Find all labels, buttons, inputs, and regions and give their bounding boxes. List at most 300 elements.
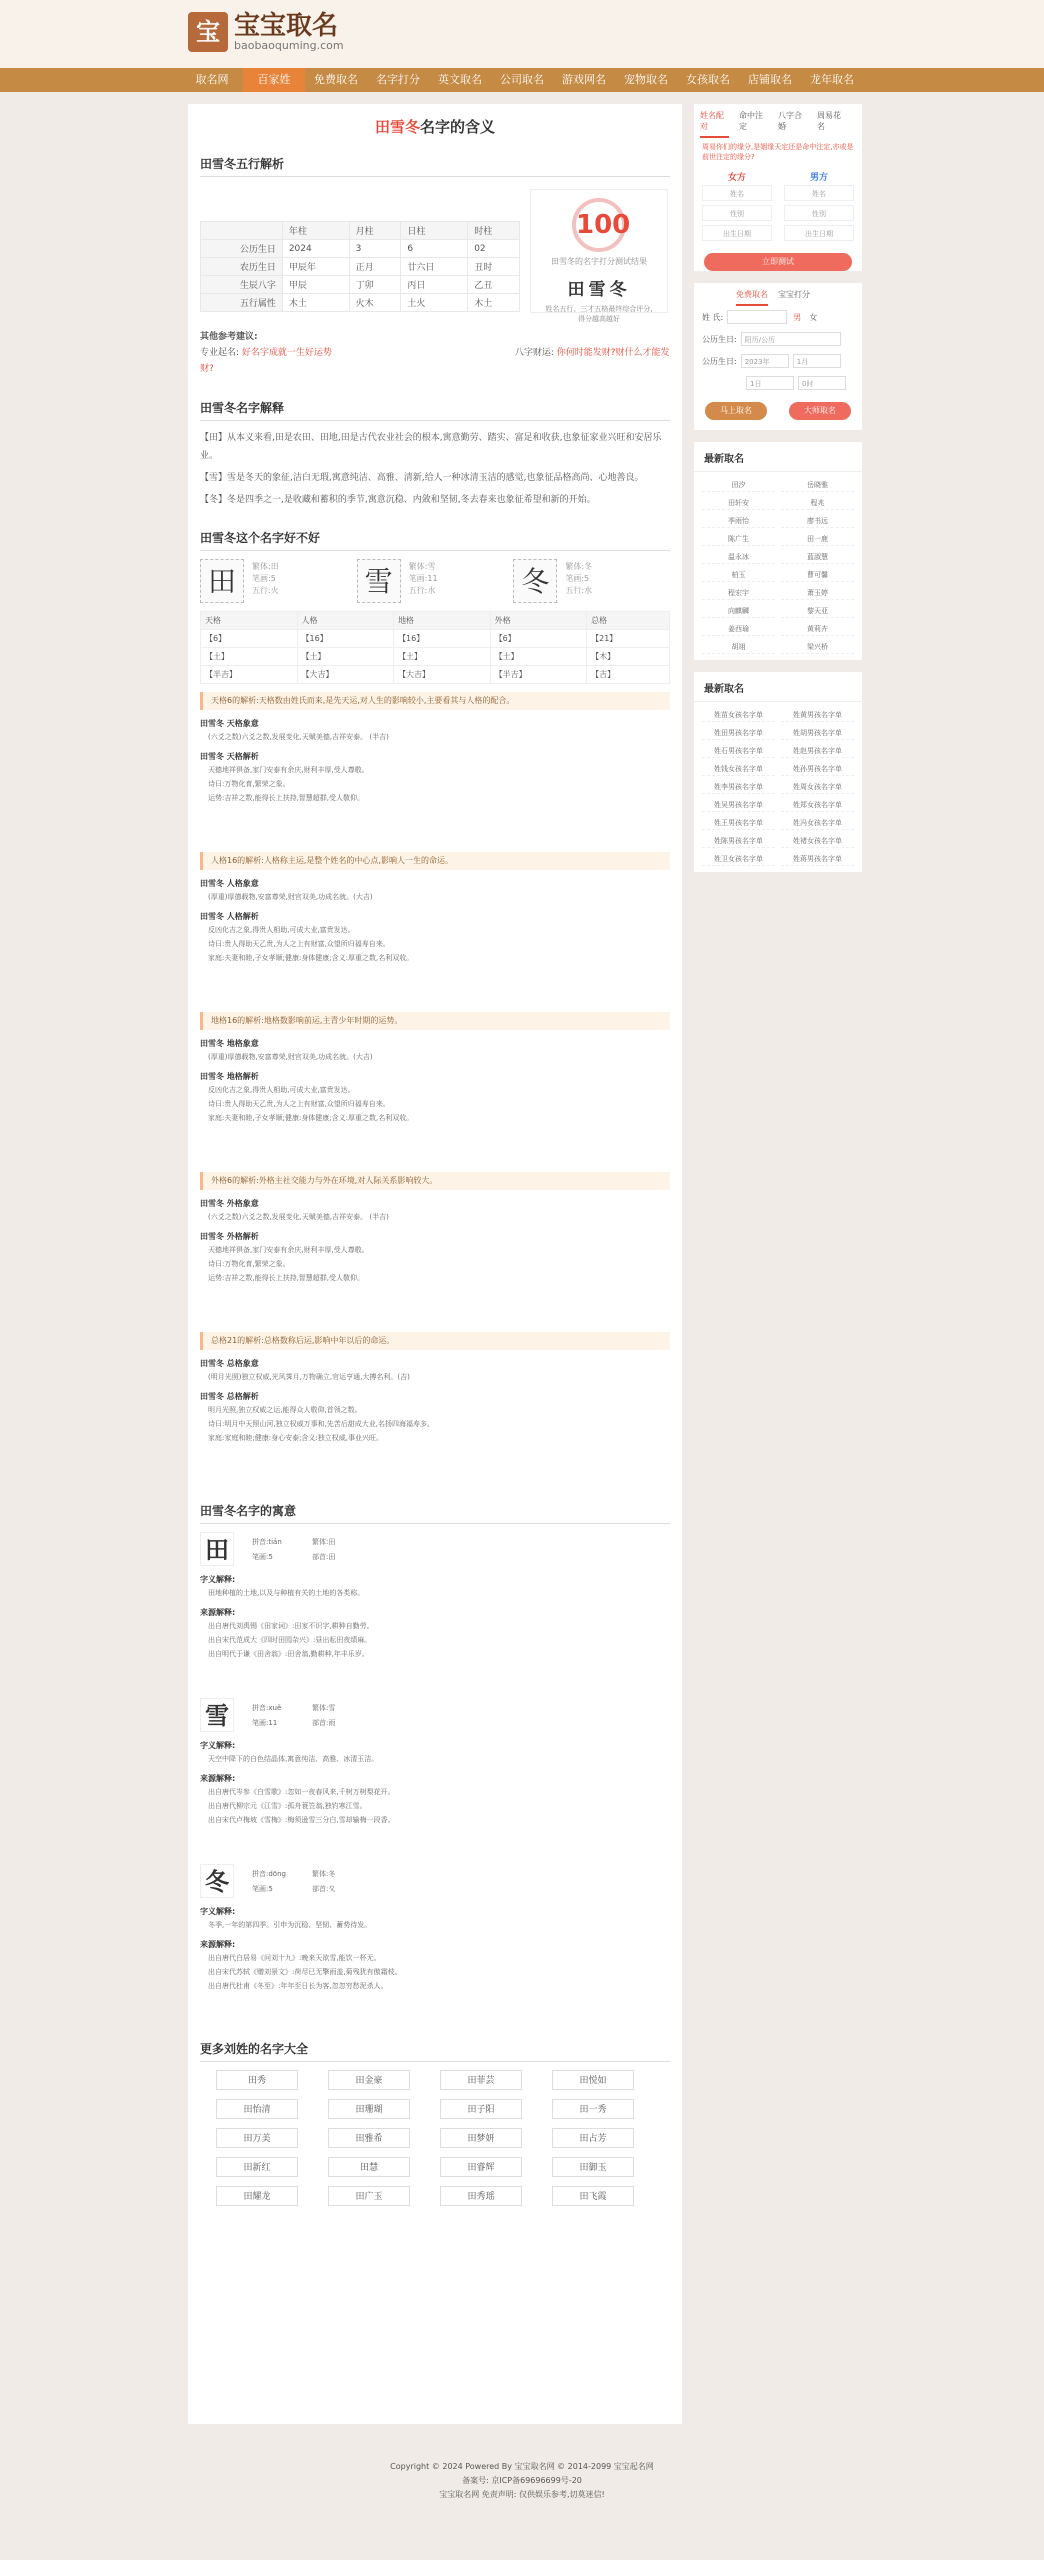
meaning-value: 雨 [328, 1719, 336, 1727]
table-cell: 【土】 [490, 648, 587, 666]
laiyuan-text: 出自宋代范成大《四时田园杂兴》:昼出耘田夜绩麻。 [208, 1636, 372, 1644]
analysis-text: 诗曰:明月中天照山河,独立权威万事和,先苦后甜成大业,名扬四海福寿多。 [208, 1420, 435, 1428]
latest-name[interactable]: 姜西瑜 [702, 622, 775, 636]
analysis-band: 外格6的解析:外格主社交能力与外在环境,对人际关系影响较大。 [200, 1172, 670, 1190]
name-link[interactable]: 田万美 [216, 2128, 298, 2148]
score-chars [531, 275, 667, 300]
table-cell: 乙丑 [468, 276, 520, 294]
table-cell: 3 [349, 240, 401, 258]
char-info-label: 笔画: [565, 574, 585, 583]
analysis-band: 天格6的解析:天格数由姓氏而来,是先天运,对人生的影响较小,主要看其与人格的配合。 [200, 692, 670, 710]
char-info-value: 11 [427, 574, 438, 583]
name-link[interactable]: 田占芳 [552, 2128, 634, 2148]
laiyuan-label: 来源解释: [200, 1940, 236, 1949]
recent-link[interactable]: 姓冯女孩名字单 [781, 816, 854, 830]
jieyi-text: 冬季,一年的第四季。引申为沉稳、坚韧、蓄势待发。 [208, 1921, 372, 1929]
nav-item[interactable]: 宠物取名 [624, 73, 668, 86]
char-info-value: 冬 [584, 562, 593, 571]
name-link[interactable]: 田秀瑶 [440, 2186, 522, 2206]
master-name-button[interactable]: 大师取名 [789, 402, 851, 420]
tab-1[interactable]: 命中注定 [739, 111, 763, 131]
section-meaning-title: 田雪冬名字的寓意 [200, 1484, 670, 1524]
pair-field[interactable]: 出生日期 [702, 225, 772, 241]
laiyuan-label: 来源解释: [200, 1774, 236, 1783]
analysis-text: 运势:吉祥之数,能得长上扶持,智慧超群,受人敬仰。 [208, 794, 365, 802]
analysis-text: (六爻之数)六爻之数,发展变化,天赋美德,吉祥安泰。 (半吉) [208, 733, 389, 741]
score-value: 100 [572, 198, 626, 252]
meaning-value: 田 [328, 1553, 336, 1561]
recent-card [694, 672, 862, 872]
table-row [201, 258, 520, 276]
laiyuan-text: 出自明代于谦《田舍翁》:田舍翁,勤耕种,年丰乐岁。 [208, 1650, 369, 1658]
latest-name[interactable]: 温永冰 [702, 550, 775, 564]
name-link[interactable]: 田飞霞 [552, 2186, 634, 2206]
latest-name[interactable]: 黎天亚 [781, 604, 854, 618]
jieyi-label: 字义解释: [200, 1907, 236, 1916]
nav-item[interactable]: 免费取名 [314, 73, 358, 86]
analysis-text: 家庭:夫妻和睦,子女孝顺;健康:身体健康;含义:厚重之数,名利双收。 [208, 954, 414, 962]
nav-item[interactable]: 女孩取名 [686, 73, 730, 86]
analysis-subtitle: 田雪冬 地格解析 [200, 1072, 259, 1081]
char-cards [188, 551, 682, 611]
char-info [409, 559, 438, 603]
latest-name[interactable]: 程兆 [781, 496, 854, 510]
char-info-label: 笔画: [408, 574, 428, 583]
meaning-value: 冬 [328, 1870, 336, 1878]
analysis-subtitle: 田雪冬 天格象意 [200, 719, 259, 728]
laiyuan-text: 出自宋代苏轼《赠刘景文》:荷尽已无擎雨盖,菊残犹有傲霜枝。 [208, 1968, 402, 1976]
hour-select[interactable]: 0时 [798, 376, 846, 390]
table-cell: 地格 [394, 612, 491, 630]
table-cell: 天格 [201, 612, 298, 630]
char-info-value: 水 [427, 586, 436, 595]
latest-name[interactable]: 田汐 [702, 478, 775, 492]
analysis-subtitle: 田雪冬 地格象意 [200, 1039, 259, 1048]
char-info-label: 五行: [252, 586, 271, 595]
laiyuan-text: 出自唐代白居易《问刘十九》:晚来天欲雪,能饮一杯无。 [208, 1954, 381, 1962]
table-cell: 【半吉】 [490, 666, 587, 684]
analysis-text: (厚重)厚德载物,安富尊荣,财官双美,功成名就。(大吉) [208, 893, 373, 901]
latest-name[interactable]: 黄莉卉 [781, 622, 854, 636]
latest-name[interactable]: 曹可馨 [781, 568, 854, 582]
main-content [188, 104, 682, 2424]
section-wuxing-title: 田雪冬五行解析 [200, 137, 670, 177]
recent-link[interactable]: 姓赵男孩名字单 [781, 744, 854, 758]
recent-link[interactable]: 姓苗女孩名字单 [702, 708, 775, 722]
name-link[interactable]: 田怡清 [216, 2099, 298, 2119]
nav-item[interactable]: 龙年取名 [810, 73, 854, 86]
table-row [201, 630, 670, 648]
char-info-value: 火 [270, 586, 279, 595]
meaning-value: 田 [328, 1538, 336, 1546]
table-cell: 【大吉】 [394, 666, 491, 684]
table-row [201, 648, 670, 666]
analysis-band: 地格16的解析:地格数影响前运,主青少年时期的运势。 [200, 1012, 670, 1030]
analysis-text: 诗曰:万物化育,繁荣之象。 [208, 780, 290, 788]
analysis-subtitle: 田雪冬 总格象意 [200, 1359, 259, 1368]
gender-girl[interactable]: 女 [809, 312, 818, 322]
latest-card [694, 442, 862, 660]
table-cell: 甲辰 [282, 276, 349, 294]
pair-field[interactable]: 性别 [784, 205, 854, 221]
meaning-value: 夂 [328, 1885, 336, 1893]
latest-name[interactable]: 萧玉婷 [781, 586, 854, 600]
recent-link[interactable]: 姓卫女孩名字单 [702, 852, 775, 866]
day-select[interactable]: 1日 [746, 376, 794, 390]
tab-2[interactable]: 八字合婚 [778, 111, 802, 131]
pairing-hint: 周易你们的缘分,是姻缘天定还是命中注定,亦或是前世注定的缘分? [702, 143, 854, 161]
meaning-label: 繁体: [312, 1538, 329, 1546]
table-cell: 丁卯 [349, 276, 401, 294]
wuxing-table [200, 221, 520, 312]
nav-item[interactable]: 店铺取名 [748, 73, 792, 86]
test-button[interactable]: 立即测试 [704, 253, 852, 271]
score-note: 姓名五行、三才五格最终综合评分,得分越高越好 [545, 305, 653, 323]
tab-0[interactable]: 姓名配对 [700, 110, 729, 138]
analysis-text: 运势:吉祥之数,能得长上扶持,智慧超群,受人敬仰。 [208, 1274, 365, 1282]
main-nav [0, 68, 1044, 92]
meaning-value: 雪 [328, 1704, 336, 1712]
month-select[interactable]: 1月 [793, 354, 841, 368]
score-char: 雪 [588, 280, 610, 300]
qm-tab[interactable]: 免费取名 [736, 289, 768, 306]
recent-link[interactable]: 姓蒋男孩名字单 [781, 852, 854, 866]
table-header: 时柱 [468, 222, 520, 240]
table-cell: 02 [468, 240, 520, 258]
calendar-label: 公历生日: [702, 334, 737, 344]
jieyi-label: 字义解释: [200, 1741, 236, 1750]
recent-link[interactable]: 姓李男孩名字单 [702, 780, 775, 794]
name-link[interactable]: 田金豪 [328, 2070, 410, 2090]
analysis-subtitle: 田雪冬 总格解析 [200, 1392, 259, 1401]
char-info-label: 繁体: [565, 562, 585, 571]
meaning-value: dōng [268, 1870, 286, 1878]
big-char: 冬 [513, 559, 557, 603]
laiyuan-text: 出自唐代刘禹锡《田家词》:田家不识字,耕种自勤劳。 [208, 1622, 374, 1630]
table-cell: 总格 [587, 612, 670, 630]
recent-title: 最新取名 [694, 672, 862, 702]
pair-field[interactable]: 姓名 [702, 185, 772, 201]
char-info-label: 五行: [565, 586, 585, 595]
char-info-label: 繁体: [252, 562, 271, 571]
recent-link[interactable]: 姓褚女孩名字单 [781, 834, 854, 848]
site-domain: baobaoquming.com [234, 39, 344, 52]
table-cell: 【16】 [297, 630, 394, 648]
meaning-label: 部首: [312, 1719, 329, 1727]
meaning-label: 笔画: [252, 1553, 269, 1561]
analysis-subtitle: 田雪冬 外格象意 [200, 1199, 259, 1208]
meaning-value: xuě [268, 1704, 282, 1712]
naming-card [694, 283, 862, 430]
name-link[interactable]: 田新红 [216, 2157, 298, 2177]
analysis-text: 反凶化吉之象,得贵人相助,可成大业,富贵发达。 [208, 926, 355, 934]
latest-name[interactable]: 胡翊 [702, 640, 775, 654]
recent-link[interactable]: 姓黄男孩名字单 [781, 708, 854, 722]
nav-item[interactable]: 名字打分 [376, 73, 420, 86]
name-link[interactable]: 田睿辉 [440, 2157, 522, 2177]
table-cell: 甲辰年 [282, 258, 349, 276]
gender-boy[interactable]: 男 [793, 312, 802, 322]
table-cell: 公历生日 [201, 240, 283, 258]
meaning-label: 繁体: [312, 1704, 329, 1712]
big-char: 雪 [357, 559, 401, 603]
sidebar [694, 104, 862, 884]
latest-name[interactable]: 向麒麟 [702, 604, 775, 618]
meaning-label: 拼音: [252, 1538, 269, 1546]
table-cell: 生辰八字 [201, 276, 283, 294]
meaning-item [188, 1856, 682, 1898]
section-more-title: 更多刘姓的名字大全 [200, 2022, 670, 2062]
site-logo[interactable] [188, 12, 344, 52]
meaning-value: tián [268, 1538, 282, 1546]
site-name: 宝宝取名 [234, 11, 339, 41]
table-cell: 【土】 [201, 648, 298, 666]
table-cell: 【6】 [490, 630, 587, 648]
header [0, 0, 1044, 68]
table-cell: 廿六日 [401, 258, 468, 276]
pairing-card [694, 104, 862, 271]
table-cell: 农历生日 [201, 258, 283, 276]
table-cell: 土火 [401, 294, 468, 312]
nav-item[interactable]: 公司取名 [500, 73, 544, 86]
table-cell: 人格 [297, 612, 394, 630]
analysis-text: 家庭:夫妻和睦,子女孝顺;健康:身体健康;含义:厚重之数,名利双收。 [208, 1114, 414, 1122]
table-cell: 五行属性 [201, 294, 283, 312]
latest-name[interactable]: 陈广生 [702, 532, 775, 546]
name-link[interactable]: 田广玉 [328, 2186, 410, 2206]
char-info-value: 雪 [427, 562, 436, 571]
score-char: 冬 [609, 280, 631, 300]
recent-link[interactable]: 姓王男孩名字单 [702, 816, 775, 830]
recent-link[interactable]: 姓胡男孩名字单 [781, 726, 854, 740]
table-cell: 【半吉】 [201, 666, 298, 684]
table-cell: 火木 [349, 294, 401, 312]
char-info-value: 田 [270, 562, 279, 571]
table-cell: 【吉】 [587, 666, 670, 684]
table-cell: 木土 [282, 294, 349, 312]
latest-name[interactable]: 程宏宇 [702, 586, 775, 600]
latest-name[interactable]: 季雨怡 [702, 514, 775, 528]
char-card [357, 559, 514, 603]
footer [0, 2460, 1044, 2502]
bazi-link[interactable]: 你何时能发财?财什么才能发财? [200, 348, 670, 374]
meaning-char: 田 [200, 1532, 234, 1566]
table-cell: 丙日 [401, 276, 468, 294]
recent-link[interactable]: 姓郑女孩名字单 [781, 798, 854, 812]
pair-field[interactable]: 性别 [702, 205, 772, 221]
latest-name[interactable]: 岳晓雅 [781, 478, 854, 492]
char-info-value: 5 [270, 574, 276, 583]
table-row [201, 240, 520, 258]
table-row [201, 276, 520, 294]
name-link[interactable]: 田秀 [216, 2070, 298, 2090]
table-cell: 木土 [468, 294, 520, 312]
name-link[interactable]: 田菲芸 [440, 2070, 522, 2090]
meaning-value: 5 [268, 1553, 273, 1561]
recent-link[interactable]: 姓田男孩名字单 [702, 726, 775, 740]
disclaimer: 宝宝取名网 免责声明: 仅供娱乐参考,切莫迷信! [439, 2490, 605, 2499]
latest-name[interactable]: 蓝淑慧 [781, 550, 854, 564]
section-good-title: 田雪冬这个名字好不好 [200, 511, 670, 551]
table-cell: 6 [401, 240, 468, 258]
table-cell: 2024 [282, 240, 349, 258]
table-row [201, 666, 670, 684]
table-cell: 【木】 [587, 648, 670, 666]
wuge-table [200, 611, 670, 684]
qm-tab[interactable]: 宝宝打分 [778, 290, 810, 299]
recent-link[interactable]: 姓石男孩名字单 [702, 744, 775, 758]
latest-name[interactable]: 梁兴桥 [781, 640, 854, 654]
laiyuan-text: 出自唐代柳宗元《江雪》:孤舟蓑笠翁,独钓寒江雪。 [208, 1802, 367, 1810]
analysis-text: 反凶化吉之象,得贵人相助,可成大业,富贵发达。 [208, 1086, 355, 1094]
analysis-text: 家庭:家庭和睦;健康:身心安泰;含义:独立权威,事业兴旺。 [208, 1434, 384, 1442]
pair-field[interactable]: 姓名 [784, 185, 854, 201]
recent-link[interactable]: 姓陈男孩名字单 [702, 834, 775, 848]
analysis-text: (六爻之数)六爻之数,发展变化,天赋美德,吉祥安泰。 (半吉) [208, 1213, 389, 1221]
table-header: 月柱 [349, 222, 401, 240]
table-header: 日柱 [401, 222, 468, 240]
tab-3[interactable]: 周易花名 [817, 111, 841, 131]
analysis-text: 诗曰:贵人得助天乙贵,为人之上有财富,众望所归福寿自来。 [208, 1100, 390, 1108]
name-link[interactable]: 田一秀 [552, 2099, 634, 2119]
analysis-subtitle: 田雪冬 外格解析 [200, 1232, 259, 1241]
score-char: 田 [567, 280, 589, 300]
meaning-value: 11 [268, 1719, 278, 1727]
char-info-label: 繁体: [408, 562, 428, 571]
female-label: 女方 [727, 173, 746, 183]
table-row [201, 612, 670, 630]
name-link[interactable]: 田珊瑚 [328, 2099, 410, 2119]
other-label: 其他参考建议: [200, 332, 258, 342]
char-info-label: 笔画: [252, 574, 271, 583]
meaning-label: 繁体: [312, 1870, 329, 1878]
char-info-label: 五行: [408, 586, 428, 595]
name-link[interactable]: 田悦如 [552, 2070, 634, 2090]
table-cell: 【土】 [394, 648, 491, 666]
nav-item[interactable]: 游戏网名 [562, 73, 606, 86]
meaning-label: 部首: [312, 1885, 329, 1893]
recent-link[interactable]: 姓周女孩名字单 [781, 780, 854, 794]
surname-input[interactable] [727, 310, 787, 324]
analysis-text: (厚重)厚德载物,安富尊荣,财官双美,功成名就。(大吉) [208, 1053, 373, 1061]
quick-name-button[interactable]: 马上取名 [705, 402, 767, 420]
birth-label: 公历生日: [702, 356, 737, 366]
pro-label: 专业起名: [200, 348, 240, 358]
table-header [201, 222, 283, 240]
bazi-label: 八字财运: [514, 348, 554, 358]
meaning-char: 冬 [200, 1864, 234, 1898]
analysis-text: 诗曰:贵人得助天乙贵,为人之上有财富,众望所归福寿自来。 [208, 940, 390, 948]
analysis-band: 人格16的解析:人格称主运,是整个姓名的中心点,影响人一生的命运。 [200, 852, 670, 870]
meaning-label: 拼音: [252, 1870, 269, 1878]
calendar-select[interactable]: 阳历/公历 [741, 332, 841, 346]
char-info-value: 水 [584, 586, 593, 595]
meaning-label: 笔画: [252, 1885, 269, 1893]
laiyuan-text: 出自唐代杜甫《冬至》:年年至日长为客,忽忽穷愁泥杀人。 [208, 1982, 388, 1990]
surname-label: 姓 氏: [702, 312, 724, 322]
meaning-info [252, 1532, 372, 1566]
section-explain-title: 田雪冬名字解释 [200, 381, 670, 421]
meaning-label: 拼音: [252, 1704, 269, 1712]
char-card [513, 559, 670, 603]
table-cell: 外格 [490, 612, 587, 630]
latest-title: 最新取名 [694, 442, 862, 472]
meaning-item [188, 1690, 682, 1732]
name-link[interactable]: 田御玉 [552, 2157, 634, 2177]
meaning-item [188, 1524, 682, 1566]
meaning-value: 5 [268, 1885, 273, 1893]
score-desc: 田雪冬的名字打分测试结果 [551, 257, 647, 266]
jieyi-label: 字义解释: [200, 1575, 236, 1584]
meaning-char: 雪 [200, 1698, 234, 1732]
analysis-text: 天德地祥俱备,家门安泰有余庆,财利丰厚,受人尊敬。 [208, 766, 369, 774]
char-info [565, 559, 592, 603]
big-char: 田 [200, 559, 244, 603]
pair-field[interactable]: 出生日期 [784, 225, 854, 241]
nav-item[interactable]: 百家姓 [243, 68, 305, 92]
recent-link[interactable]: 姓钱女孩名字单 [702, 762, 775, 776]
table-cell: 【6】 [201, 630, 298, 648]
explain-paragraph: 【冬】冬是四季之一,是收藏和蓄积的季节,寓意沉稳、内敛和坚韧,冬去春来也象征希望和新的开始。 [200, 495, 596, 505]
analysis-subtitle: 田雪冬 人格解析 [200, 912, 259, 921]
name-link[interactable]: 田子阳 [440, 2099, 522, 2119]
latest-name[interactable]: 田一鹿 [781, 532, 854, 546]
table-cell: 正月 [349, 258, 401, 276]
analysis-text: 诗曰:万物化育,繁荣之象。 [208, 1260, 290, 1268]
more-names-grid [188, 2062, 682, 2214]
latest-name[interactable]: 柏玉 [702, 568, 775, 582]
meaning-label: 部首: [312, 1553, 329, 1561]
analysis-text: (明月光照)独立权威,光风霁月,万物确立,官运亨通,大搏名利。(吉) [208, 1373, 410, 1381]
recent-link[interactable]: 姓孙男孩名字单 [781, 762, 854, 776]
male-label: 男方 [809, 173, 828, 183]
table-cell: 【16】 [394, 630, 491, 648]
meaning-label: 笔画: [252, 1719, 269, 1727]
name-link[interactable]: 田慧 [328, 2157, 410, 2177]
char-card [200, 559, 357, 603]
latest-name[interactable]: 田轩安 [702, 496, 775, 510]
analysis-text: 天德地祥俱备,家门安泰有余庆,财利丰厚,受人尊敬。 [208, 1246, 369, 1254]
laiyuan-text: 出自唐代岑参《白雪歌》:忽如一夜春风来,千树万树梨花开。 [208, 1788, 395, 1796]
analysis-text: 明月光照,独立权威之运,能得众人敬仰,首领之数。 [208, 1406, 362, 1414]
year-select[interactable]: 2023年 [741, 354, 789, 368]
analysis-band: 总格21的解析:总格数称后运,影响中年以后的命运。 [200, 1332, 670, 1350]
table-header: 年柱 [282, 222, 349, 240]
table-cell: 【大吉】 [297, 666, 394, 684]
nav-item[interactable]: 英文取名 [438, 73, 482, 86]
name-link[interactable]: 田耀龙 [216, 2186, 298, 2206]
pro-link[interactable]: 好名字成就一生好运势 [241, 348, 332, 358]
nav-item[interactable]: 取名网 [195, 73, 229, 86]
name-link[interactable]: 田雅希 [328, 2128, 410, 2148]
table-cell: 【土】 [297, 648, 394, 666]
recent-link[interactable]: 姓吴男孩名字单 [702, 798, 775, 812]
jieyi-text: 田地种植的土地,以及与种植有关的土地的各类称。 [208, 1589, 365, 1597]
analysis-subtitle: 田雪冬 天格解析 [200, 752, 259, 761]
copyright: Copyright © 2024 Powered By 宝宝取名网 © 2014-2099 宝宝起名网 [390, 2462, 654, 2471]
page-title: 田雪冬名字的含义 [374, 118, 496, 136]
analysis-subtitle: 田雪冬 人格象意 [200, 879, 259, 888]
logo-icon: 宝 [188, 12, 228, 52]
icp: 备案号: 京ICP备69696699号-20 [462, 2476, 582, 2485]
table-cell: 【21】 [587, 630, 670, 648]
latest-name[interactable]: 廖书远 [781, 514, 854, 528]
explain-paragraph: 【田】从本义来看,田是农田、田地,田是古代农业社会的根本,寓意勤劳、踏实、富足和收获,也象征家业兴旺和安居乐业。 [200, 433, 662, 461]
name-link[interactable]: 田梦妍 [440, 2128, 522, 2148]
laiyuan-label: 来源解释: [200, 1608, 236, 1617]
laiyuan-text: 出自宋代卢梅坡《雪梅》:梅须逊雪三分白,雪却输梅一段香。 [208, 1816, 395, 1824]
score-box [530, 189, 668, 323]
